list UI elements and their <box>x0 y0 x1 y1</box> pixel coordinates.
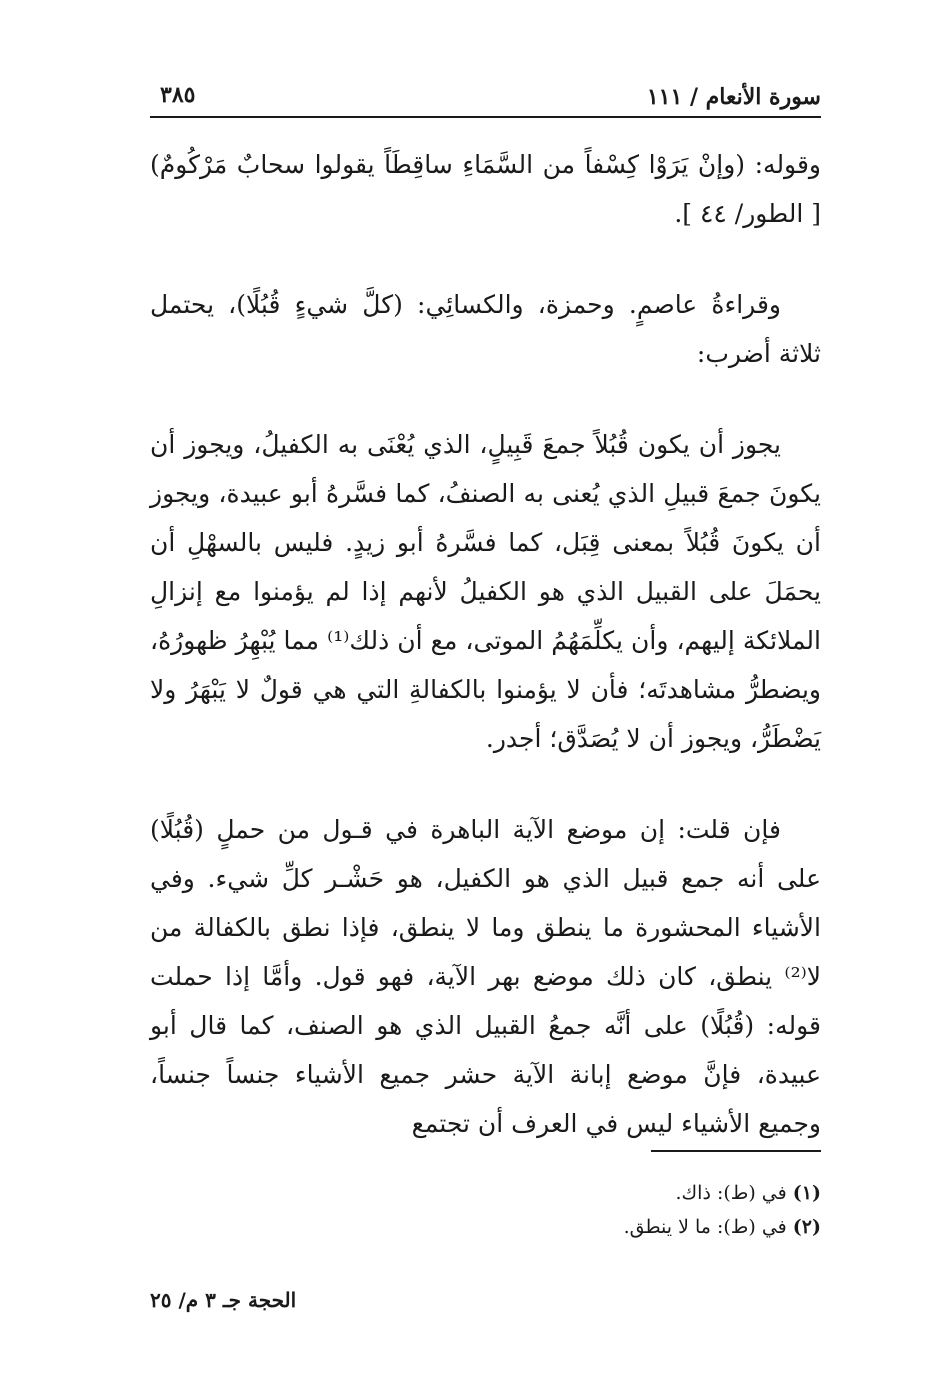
footnote <box>150 1176 821 1210</box>
footnote-number: (٢) <box>792 1216 821 1238</box>
footnotes <box>150 1176 821 1244</box>
page-header <box>150 80 821 118</box>
footnote <box>150 1210 821 1244</box>
footnote-text: في (ط): ما لا ينطق. <box>623 1216 787 1238</box>
main-text <box>150 140 821 1190</box>
paragraph-objection: فإن قلت: إن موضع الآية الباهرة في قـول من حملٍ (قُبُلًا) على أنه جمع قبيل الذي هو الكفيل، هو حَشْـر كلِّ شيء. وفي الأشياء المحشورة ما ينطق وما لا ينطق، فإذا نطق بالكفالة من لا⁽²⁾ ينطق، كان ذلك موضع بهر الآية، فهو قول. وأمَّا إذا حملت قوله: (قُبُلًا) على أنَّه جمعُ القبيل الذي هو الصنف، كما قال أبو عبيدة، فإنَّ موضع إبانة الآية حشر جميع الأشياء جنساً جنساً، وجميع الأشياء ليس في العرف أن تجتمع <box>150 815 821 1138</box>
paragraph-explanation: يجوز أن يكون قُبُلاً جمعَ قَبِيلٍ، الذي يُعْنَى به الكفيلُ، ويجوز أن يكونَ جمعَ قبيلِ الذي يُعنى به الصنفُ، كما فسَّرهُ أبو عبيدة، ويجوز أن يكونَ قُبُلاً بمعنى قِبَل، كما فسَّرهُ أبو زيدٍ. فليس بالسهْلِ أن يحمَلَ على القبيل الذي هو الكفيلُ لأنهم إذا لم يؤمنوا مع إنزالِ الملائكة إليهم، وأن يكلِّمَهُمُ الموتى، مع أن ذلك⁽¹⁾ مما يُبْهِرُ ظهورُهُ، ويضطرُّ مشاهدتَه؛ فأن لا يؤمنوا بالكفالةِ التي هي قولٌ لا يَبْهَرُ ولا يَضْطَرُّ، ويجوز أن لا يُصَدَّق؛ أجدر. <box>150 430 821 753</box>
footnote-text: في (ط): ذاك. <box>675 1182 787 1204</box>
paragraph-readings: وقراءةُ عاصمٍ. وحمزة، والكسائِي: (كلَّ شيءٍ قُبُلًا)، يحتمل ثلاثة أضرب: <box>150 290 821 368</box>
running-title: سورة الأنعام / ١١١ <box>646 84 821 110</box>
page-number: ٣٨٥ <box>160 82 196 108</box>
footnote-number: (١) <box>792 1182 821 1204</box>
printer-signature: الحجة جـ ٣ م/ ٢٥ <box>150 1288 297 1312</box>
footnote-divider <box>651 1150 821 1152</box>
paragraph-verse-quote: وقوله: (وإنْ يَرَوْا كِسْفاً من السَّمَاءِ ساقِطَاً يقولوا سحابٌ مَرْكُومٌ) [ الطور/ ٤٤ ]. <box>150 150 821 228</box>
